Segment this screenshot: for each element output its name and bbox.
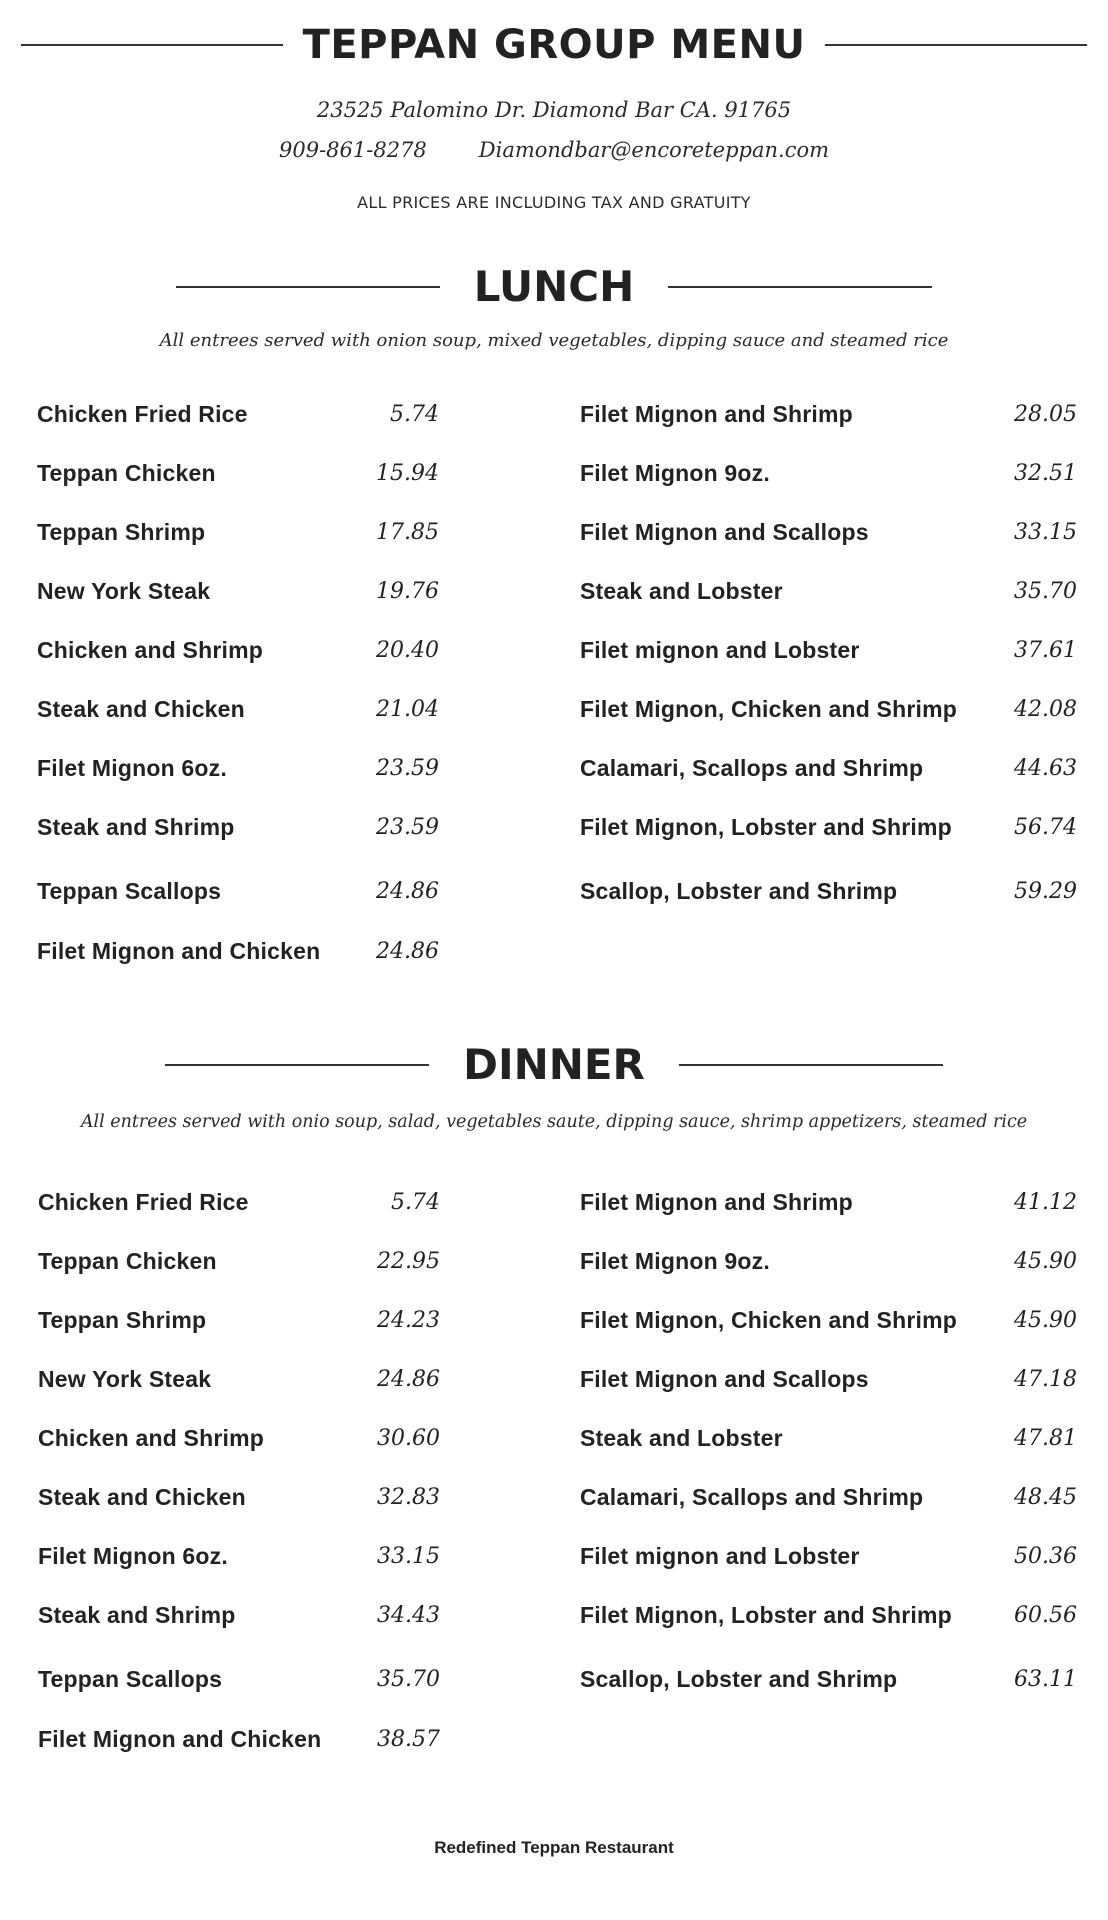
item-price: 17.85	[376, 519, 439, 545]
item-price: 24.86	[376, 938, 439, 964]
menu-title-row	[0, 22, 1108, 68]
item-name: Calamari, Scallops and Shrimp	[580, 754, 924, 781]
lunch-title-row	[0, 262, 1108, 311]
item-name: Chicken Fried Rice	[37, 400, 248, 427]
item-name: Filet Mignon and Shrimp	[580, 1188, 853, 1215]
item-price: 56.74	[1014, 814, 1077, 840]
menu-item	[580, 1659, 1077, 1699]
item-name: Teppan Shrimp	[38, 1306, 207, 1333]
menu-item	[38, 1536, 440, 1576]
footer-text: Redefined Teppan Restaurant	[434, 1838, 674, 1857]
item-price: 5.74	[390, 401, 439, 427]
item-name: Filet mignon and Lobster	[580, 636, 860, 663]
title-rule-left	[21, 44, 283, 46]
menu-item	[38, 1477, 440, 1517]
item-name: Filet Mignon, Lobster and Shrimp	[580, 1601, 952, 1628]
item-name: Filet Mignon, Chicken and Shrimp	[580, 695, 957, 722]
menu-item	[580, 1182, 1077, 1222]
item-price: 42.08	[1014, 696, 1077, 722]
menu-item	[580, 807, 1077, 847]
menu-item	[38, 1359, 440, 1399]
menu-item	[37, 748, 439, 788]
item-price: 5.74	[391, 1189, 440, 1215]
menu-item	[580, 1359, 1077, 1399]
menu-item	[37, 689, 439, 729]
restaurant-address: 23525 Palomino Dr. Diamond Bar CA. 91765	[316, 98, 792, 122]
item-name: Filet Mignon, Lobster and Shrimp	[580, 813, 952, 840]
item-name: Steak and Lobster	[580, 577, 783, 604]
item-price: 41.12	[1014, 1189, 1077, 1215]
item-price: 60.56	[1014, 1602, 1077, 1628]
menu-item	[37, 871, 439, 911]
item-price: 47.18	[1014, 1366, 1077, 1392]
dinner-rule-right	[679, 1064, 943, 1066]
item-price: 23.59	[376, 814, 439, 840]
item-name: Scallop, Lobster and Shrimp	[580, 1665, 898, 1692]
item-name: Filet Mignon and Scallops	[580, 1365, 869, 1392]
menu-item	[37, 807, 439, 847]
menu-item	[37, 512, 439, 552]
item-price: 24.86	[376, 878, 439, 904]
phone-number: 909-861-8278	[278, 138, 427, 162]
item-price: 30.60	[377, 1425, 440, 1451]
item-price: 59.29	[1014, 878, 1077, 904]
item-price: 21.04	[376, 696, 439, 722]
menu-item	[580, 1418, 1077, 1458]
item-price: 24.86	[377, 1366, 440, 1392]
item-name: Chicken and Shrimp	[37, 636, 263, 663]
item-price: 22.95	[377, 1248, 440, 1274]
menu-title: TEPPAN GROUP MENU	[302, 22, 806, 68]
menu-item	[580, 871, 1077, 911]
item-name: Steak and Chicken	[38, 1483, 246, 1510]
item-name: Filet Mignon 6oz.	[37, 754, 227, 781]
item-price: 28.05	[1014, 401, 1077, 427]
item-price: 32.51	[1014, 460, 1077, 486]
item-price: 23.59	[376, 755, 439, 781]
item-name: Steak and Shrimp	[37, 813, 235, 840]
item-price: 44.63	[1014, 755, 1077, 781]
item-name: Steak and Shrimp	[38, 1601, 236, 1628]
menu-item	[580, 571, 1077, 611]
item-price: 48.45	[1014, 1484, 1077, 1510]
lunch-heading: LUNCH	[473, 262, 635, 311]
item-name: New York Steak	[38, 1365, 212, 1392]
item-price: 50.36	[1014, 1543, 1077, 1569]
item-name: New York Steak	[37, 577, 211, 604]
prices-note: ALL PRICES ARE INCLUDING TAX AND GRATUITY	[357, 193, 751, 212]
item-price: 34.43	[377, 1602, 440, 1628]
menu-item	[580, 1241, 1077, 1281]
menu-item	[38, 1418, 440, 1458]
item-name: Filet mignon and Lobster	[580, 1542, 860, 1569]
menu-item	[580, 1595, 1077, 1635]
item-price: 47.81	[1014, 1425, 1077, 1451]
dinner-note: All entrees served with onio soup, salad, vegetables saute, dipping sauce, shrimp appetizers, steamed rice	[80, 1112, 1028, 1132]
item-name: Chicken Fried Rice	[38, 1188, 249, 1215]
item-price: 45.90	[1014, 1307, 1077, 1333]
item-name: Filet Mignon 9oz.	[580, 459, 770, 486]
title-rule-right	[825, 44, 1087, 46]
menu-item	[580, 512, 1077, 552]
item-name: Teppan Scallops	[38, 1665, 223, 1692]
lunch-note: All entrees served with onion soup, mixed vegetables, dipping sauce and steamed rice	[159, 330, 949, 351]
item-name: Calamari, Scallops and Shrimp	[580, 1483, 924, 1510]
item-name: Teppan Shrimp	[37, 518, 206, 545]
item-name: Scallop, Lobster and Shrimp	[580, 877, 898, 904]
menu-item	[37, 931, 439, 971]
menu-item	[38, 1719, 440, 1759]
menu-item	[37, 394, 439, 434]
menu-item	[580, 394, 1077, 434]
item-price: 15.94	[376, 460, 439, 486]
menu-item	[580, 1536, 1077, 1576]
menu-item	[38, 1241, 440, 1281]
item-price: 19.76	[376, 578, 439, 604]
menu-item	[38, 1182, 440, 1222]
item-price: 33.15	[377, 1543, 440, 1569]
item-price: 37.61	[1014, 637, 1077, 663]
menu-item	[580, 1477, 1077, 1517]
item-price: 35.70	[377, 1666, 440, 1692]
item-name: Steak and Lobster	[580, 1424, 783, 1451]
item-name: Teppan Chicken	[38, 1247, 217, 1274]
item-price: 63.11	[1014, 1666, 1077, 1692]
item-price: 33.15	[1014, 519, 1077, 545]
item-name: Filet Mignon and Chicken	[37, 937, 321, 964]
lunch-rule-right	[668, 286, 932, 288]
item-price: 24.23	[377, 1307, 440, 1333]
menu-item	[38, 1595, 440, 1635]
item-name: Filet Mignon 9oz.	[580, 1247, 770, 1274]
item-price: 32.83	[377, 1484, 440, 1510]
dinner-title-row	[0, 1040, 1108, 1089]
menu-item	[580, 630, 1077, 670]
item-price: 45.90	[1014, 1248, 1077, 1274]
menu-item	[38, 1659, 440, 1699]
menu-item	[580, 453, 1077, 493]
menu-item	[580, 1300, 1077, 1340]
dinner-rule-left	[165, 1064, 429, 1066]
item-name: Filet Mignon and Shrimp	[580, 400, 853, 427]
menu-item	[580, 689, 1077, 729]
item-name: Filet Mignon and Scallops	[580, 518, 869, 545]
item-name: Filet Mignon, Chicken and Shrimp	[580, 1306, 957, 1333]
menu-item	[37, 630, 439, 670]
contact-line	[0, 138, 1108, 162]
item-name: Teppan Scallops	[37, 877, 222, 904]
item-price: 20.40	[376, 637, 439, 663]
lunch-rule-left	[176, 286, 440, 288]
email-address: Diamondbar@encoreteppan.com	[478, 138, 830, 162]
menu-item	[37, 453, 439, 493]
dinner-heading: DINNER	[463, 1040, 645, 1089]
item-price: 35.70	[1014, 578, 1077, 604]
menu-item	[580, 748, 1077, 788]
item-price: 38.57	[377, 1726, 440, 1752]
item-name: Filet Mignon 6oz.	[38, 1542, 228, 1569]
item-name: Steak and Chicken	[37, 695, 245, 722]
menu-item	[38, 1300, 440, 1340]
menu-item	[37, 571, 439, 611]
item-name: Chicken and Shrimp	[38, 1424, 264, 1451]
item-name: Filet Mignon and Chicken	[38, 1725, 322, 1752]
item-name: Teppan Chicken	[37, 459, 216, 486]
